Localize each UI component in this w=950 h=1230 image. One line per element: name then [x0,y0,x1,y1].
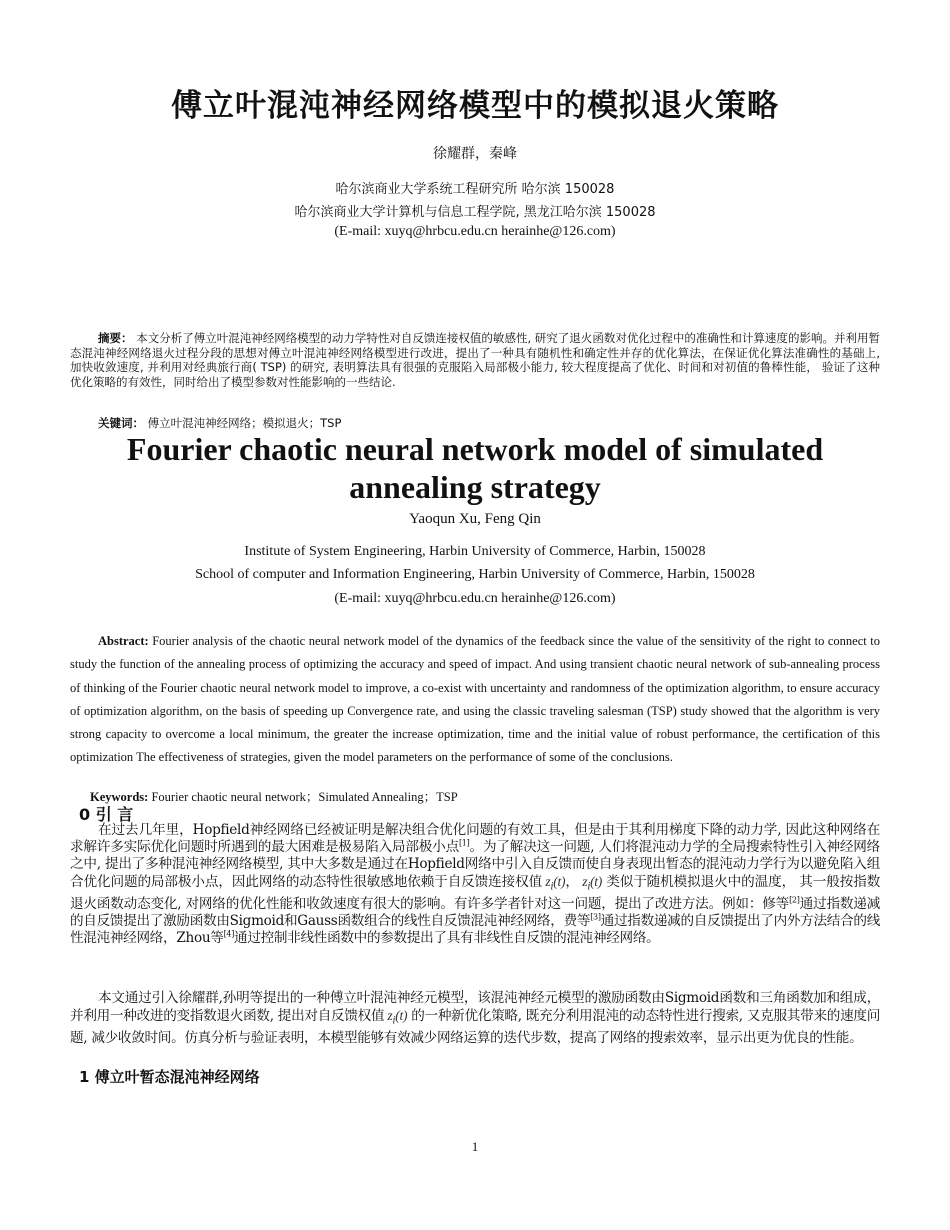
english-keywords-label: Keywords: [90,790,149,804]
chinese-email: (E-mail: xuyq@hrbcu.edu.cn herainhe@126.com) [334,224,616,239]
intro-p1-part-b: 。为了解决这一问题, 人们将混沌动力学的全局搜索特性引入神经网络之中, 提出了多种混沌神经网络模型, 其中大多数是通过在Hopfield网络中引入自反馈而使自身表现出暂态的混沌动力学行为以避免陷入组合优化问题的局部极小点，因此网络的动态特性很敏感地依赖于自反馈连接权值 [70,839,880,890]
english-abstract-text: Fourier analysis of the chaotic neural network model of the dynamics of the feedback since the value of the sensitivity of the right to connect to study the function of the annealing process of optimizing the accuracy and speed of impact. And using transient chaotic neural network of sub-annealing process of thinking of the Fourier chaotic neural network model to improve, a co-exist with uncertainty and randomness of the optimization algorithm, to ensure accuracy of optimization algorithm, on the basis of speeding up Convergence rate, and using the classic traveling salesman (TSP) study showed that the algorithm is very strong capacity to overcome a local minimum, the greater the increase optimization, time and the initial value of robust performance, the certification of this optimization The effectiveness of strategies, given the model parameters on the performance of some of the conclusions. [70,634,880,765]
symbol-subscript: i [550,880,554,893]
symbol-zi-t-2 [578,874,602,893]
symbol-subscript: i [392,1014,396,1027]
english-abstract-label: Abstract: [98,634,149,648]
intro-p1-part-a: 在过去几年里，Hopfield神经网络已经被证明是解决组合优化问题的有效工具，但是由于其利用梯度下降的动力学, 因此这种网络在求解许多实际优化问题时所遇到的最大困难是极易陷入局部极小点 [70,822,880,855]
english-keywords-text: Fourier chaotic neural network；Simulated Annealing；TSP [148,790,458,804]
chinese-abstract [70,331,880,389]
english-abstract [70,630,880,770]
intro-p1-part-f: 通过指数递减的自反馈提出了内外方法结合的线性混沌神经网络，Zhou等 [70,912,880,946]
symbol-zi-t-3 [384,1008,408,1027]
english-affiliation-2: School of computer and Information Engineering, Harbin University of Commerce, Harbin, 150028 [195,567,755,582]
english-affiliation-1: Institute of System Engineering, Harbin University of Commerce, Harbin, 150028 [244,544,706,559]
symbol-zi-t-1 [542,874,566,893]
symbol-paren: (t) [553,874,566,889]
page-number: 1 [471,1139,479,1154]
english-title: Fourier chaotic neural network model of simulated annealing strategy [126,431,824,505]
symbol-z: z [542,874,551,889]
intro-p1-part-g: 通过控制非线性函数中的参数提出了具有非线性自反馈的混沌神经网络。 [234,929,660,946]
chinese-authors: 徐耀群，秦峰 [433,146,517,162]
section-1-heading: 1 傅立叶暂态混沌神经网络 [79,1068,260,1086]
citation-1: [1] [458,838,470,848]
english-email: (E-mail: xuyq@hrbcu.edu.cn herainhe@126.com) [334,591,616,606]
chinese-keywords [98,415,341,431]
intro-p1-part-c: ， [565,874,579,890]
chinese-abstract-label: 摘要： [98,331,133,345]
chinese-title: 傅立叶混沌神经网络模型中的模拟退火策略 [171,88,779,124]
section-0-heading: 0 引 言 [79,805,134,824]
english-authors: Yaoqun Xu, Feng Qin [409,511,541,527]
symbol-subscript: i [587,880,591,893]
symbol-paren: (t) [590,874,602,889]
intro-paragraph-2 [70,990,880,1047]
chinese-affiliation-1: 哈尔滨商业大学系统工程研究所 哈尔滨 150028 [335,182,615,197]
intro-p2-part-a: 本文通过引入徐耀群,孙明等提出的一种傅立叶混沌神经元模型，该混沌神经元模型的激励函数由Sigmoid函数和三角函数加和组成，并利用一种改进的变指数退火函数, 提出对自反馈权值 [70,990,880,1024]
citation-3: [3] [590,912,601,922]
english-keywords [90,787,458,805]
chinese-abstract-text: 本文分析了傅立叶混沌神经网络模型的动力学特性对自反馈连接权值的敏感性, 研究了退火函数对优化过程中的准确性和计算速度的影响。并利用暂态混沌神经网络退火过程分段的思想对傅立叶混沌神经网络模型进行改进，提出了一种具有随机性和确定性并存的优化算法，在保证优化算法准确性的基础上, 加快收敛速度, 并利用对经典旅行商( TSP) 的研究, 表明算法具有很强的克服陷入局部极小能力, 较大程度提高了优化、时间和对初值的鲁棒性能， 验证了这种优化策略的有效性，同时给出了模型参数对性能影响的一些结论. [70,331,880,389]
symbol-z: z [578,874,588,889]
intro-paragraph-1 [70,822,880,947]
chinese-keywords-text: 傅立叶混沌神经网络；模拟退火；TSP [144,416,342,430]
chinese-affiliation-2: 哈尔滨商业大学计算机与信息工程学院, 黑龙江哈尔滨 150028 [294,205,656,220]
intro-p1-part-e: 通过指数递减的自反馈提出了激励函数由Sigmoid和Gauss函数组合的线性自反馈混沌神经网络，费等 [70,895,880,929]
symbol-z: z [384,1008,393,1023]
chinese-keywords-label: 关键词： [98,416,144,430]
intro-p1-part-d: 类似于随机模拟退火中的温度， 其一般按指数退火函数动态变化, 对网络的优化性能和收敛速度有很大的影响。有许多学者针对这一问题，提出了改进方法。例如：修等 [70,874,881,912]
citation-2: [2] [789,895,800,905]
intro-p2-part-b: 的一种新优化策略, 既充分利用混沌的动态特性进行搜索, 又克服其带来的速度问题, 减少收敛时间。仿真分析与验证表明，本模型能够有效减少网络运算的迭代步数，提高了网络的搜索效率，显示出更为优良的性能。 [70,1008,880,1046]
symbol-paren: (t) [395,1008,408,1023]
citation-4: [4] [223,929,235,939]
